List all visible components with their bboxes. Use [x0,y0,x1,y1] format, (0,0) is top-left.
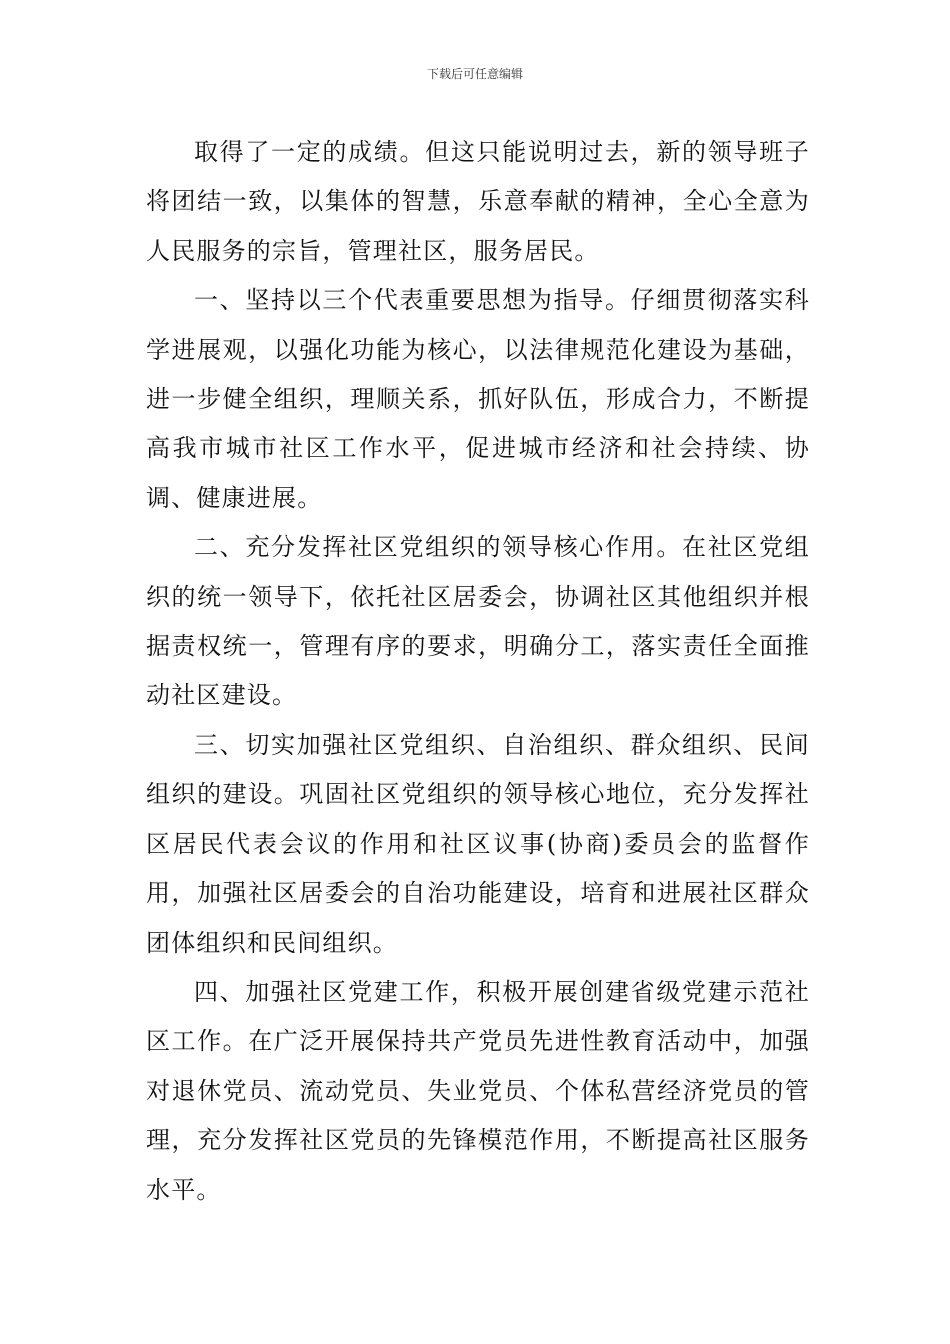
paragraph-point-one: 一、坚持以三个代表重要思想为指导。仔细贯彻落实科学进展观，以强化功能为核心，以法律规范化建设为基础，进一步健全组织，理顺关系，抓好队伍，形成合力，不断提高我市城市社区工作水平，促进城市经济和社会持续、协调、健康进展。 [146,286,810,512]
paragraph-continuation: 取得了一定的成绩。但这只能说明过去，新的领导班子将团结一致，以集体的智慧，乐意奉献的精神，全心全意为人民服务的宗旨，管理社区，服务居民。 [146,138,810,265]
page-header: 下载后可任意编辑 [426,67,523,81]
paragraph-point-two: 二、充分发挥社区党组织的领导核心作用。在社区党组织的统一领导下，依托社区居委会，协调社区其他组织并根据责权统一，管理有序的要求，明确分工，落实责任全面推动社区建设。 [146,533,810,710]
document-body [146,128,810,1215]
paragraph-point-three: 三、切实加强社区党组织、自治组织、群众组织、民间组织的建设。巩固社区党组织的领导核心地位，充分发挥社区居民代表会议的作用和社区议事(协商)委员会的监督作用，加强社区居委会的自治功能建设，培育和进展社区群众团体组织和民间组织。 [146,730,810,957]
paragraph-point-four: 四、加强社区党建工作，积极开展创建省级党建示范社区工作。在广泛开展保持共产党员先进性教育活动中，加强对退休党员、流动党员、失业党员、个体私营经济党员的管理，充分发挥社区党员的先锋模范作用，不断提高社区服务水平。 [146,977,810,1204]
